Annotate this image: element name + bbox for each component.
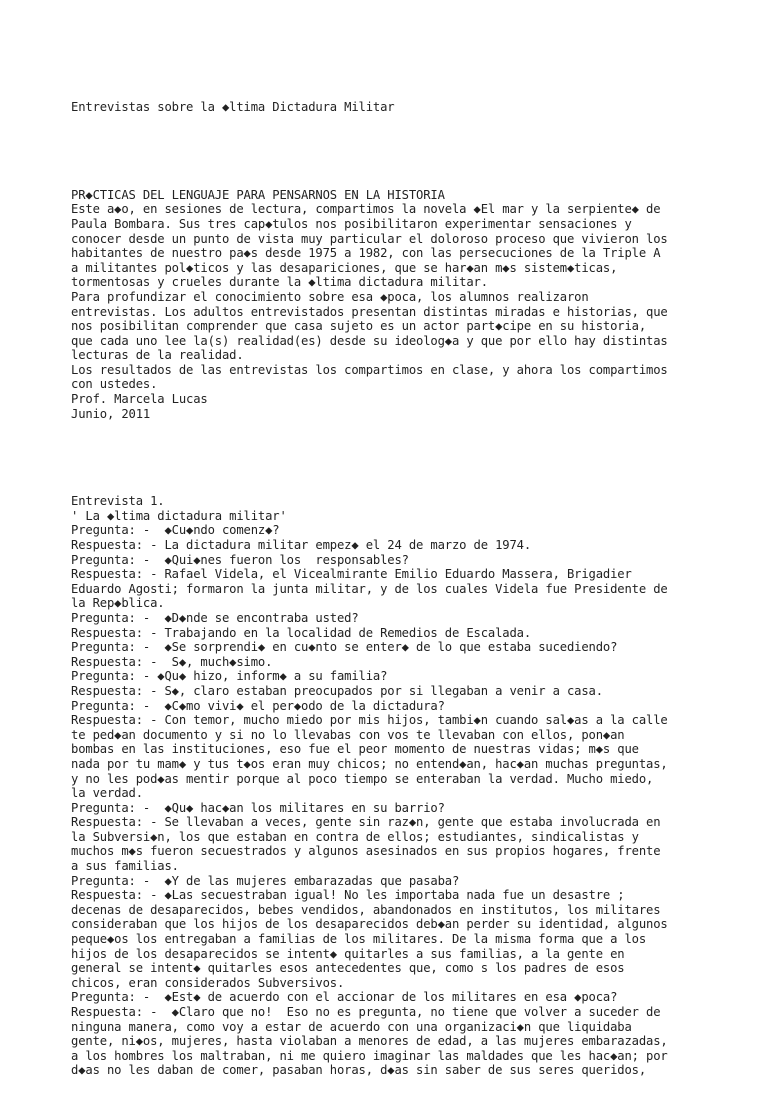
interview-text-line: a sus familias. xyxy=(71,859,179,874)
interview-text-line: peque◆os los entregaban a familias de los militares. De la misma forma que a los xyxy=(71,932,646,947)
document-title: Entrevistas sobre la ◆ltima Dictadura Militar xyxy=(71,100,395,115)
intro-text-line: Prof. Marcela Lucas xyxy=(71,392,208,407)
interview-text-line: Eduardo Agosti; formaron la junta militar, y de los cuales Videla fue Presidente de xyxy=(71,581,668,596)
interview-text-line: Pregunta: - ◆Qu◆ hizo, inform◆ a su familia? xyxy=(71,669,388,684)
intro-text-line: conocer desde un punto de vista muy particular el doloroso proceso que vivieron los xyxy=(71,231,668,246)
interview-text-line: Respuesta: - Con temor, mucho miedo por mis hijos, tambi◆n cuando sal◆as a la calle xyxy=(71,713,668,728)
interview-text-line: Respuesta: - Se llevaban a veces, gente sin raz◆n, gente que estaba involucrada en xyxy=(71,815,661,830)
interview-text-line: bombas en las instituciones, eso fue el peor momento de nuestras vidas; m◆s que xyxy=(71,742,639,757)
blank-line xyxy=(71,144,761,159)
interview-text-line: Respuesta: - ◆Claro que no! Eso no es pregunta, no tiene que volver a suceder de xyxy=(71,1005,661,1019)
interview-text-line: te ped◆an documento y si no lo llevabas con vos te llevaban con ellos, pon◆an xyxy=(71,727,625,742)
interview-text-line: Entrevista 1. xyxy=(71,494,165,509)
interview-text-line: ninguna manera, como voy a estar de acuerdo con una organizaci◆n que liquidaba xyxy=(71,1019,632,1034)
intro-text-line: con ustedes. xyxy=(71,377,158,392)
intro-text-line: habitantes de nuestro pa◆s desde 1975 a 1982, con las persecuciones de la Triple A xyxy=(71,246,661,261)
interview-text-line: Respuesta: - S◆, claro estaban preocupados por si llegaban a venir a casa. xyxy=(71,683,603,698)
interview-text-line: Pregunta: - ◆Cu◆ndo comenz◆? xyxy=(71,523,280,538)
intro-text-line: a militantes pol◆ticos y las desapariciones, que se har◆an m◆s sistem◆ticas, xyxy=(71,260,618,275)
interview-text-line: gente, ni◆os, mujeres, hasta violaban a menores de edad, a las mujeres embarazadas, xyxy=(71,1034,668,1049)
interview-text-line: Pregunta: - ◆Se sorprendi◆ en cu◆nto se enter◆ de lo que estaba sucediendo? xyxy=(71,640,618,655)
interview-text-line: Respuesta: - Rafael Videla, el Vicealmirante Emilio Eduardo Massera, Brigadier xyxy=(71,567,632,582)
interview-text-line: la verdad. xyxy=(71,786,143,801)
intro-text-line: Junio, 2011 xyxy=(71,406,151,421)
intro-text-line: nos posibilitan comprender que casa sujeto es un actor part◆cipe en su historia, xyxy=(71,319,646,334)
intro-text-line: entrevistas. Los adultos entrevistados presentan distintas miradas e historias, que xyxy=(71,304,668,319)
document-body xyxy=(71,71,761,1093)
interview-text-line: ' La ◆ltima dictadura militar' xyxy=(71,508,287,523)
interview-text-line: Pregunta: - ◆Qu◆ hac◆an los militares en su barrio? xyxy=(71,800,445,815)
interview-text-line: decenas de desaparecidos, bebes vendidos, abandonados en institutos, los militares xyxy=(71,902,661,917)
intro-text-line: Este a◆o, en sesiones de lectura, compartimos la novela ◆El mar y la serpiente◆ de xyxy=(71,202,661,217)
interview-text-line: Respuesta: - ◆Las secuestraban igual! No les importaba nada fue un desastre ; xyxy=(71,888,625,903)
intro-text-line: que cada uno lee la(s) realidad(es) desde su ideolog◆a y que por ello hay distintas xyxy=(71,333,668,348)
interview-text-line: Pregunta: - ◆C◆mo vivi◆ el per◆odo de la dictadura? xyxy=(71,698,445,713)
intro-text-line: Para profundizar el conocimiento sobre esa ◆poca, los alumnos realizaron xyxy=(71,289,589,304)
interview-text-line: la Subversi◆n, los que estaban en contra de ellos; estudiantes, sindicalistas y xyxy=(71,829,639,844)
intro-text-line: lecturas de la realidad. xyxy=(71,348,244,363)
interview-text-line: Respuesta: - S◆, much◆simo. xyxy=(71,654,273,669)
interview-text-line: Respuesta: - Trabajando en la localidad de Remedios de Escalada. xyxy=(71,625,531,640)
intro-text-line: tormentosas y crueles durante la ◆ltima dictadura militar. xyxy=(71,275,488,290)
interview-text-line: y no les pod◆as mentir porque al poco tiempo se enteraban la verdad. Mucho miedo, xyxy=(71,771,654,786)
intro-text-line: PR◆CTICAS DEL LENGUAJE PARA PENSARNOS EN LA HISTORIA xyxy=(71,187,445,202)
interview-text-line: muchos m◆s fueron secuestrados y algunos asesinados en sus propios hogares, frente xyxy=(71,844,661,859)
blank-line xyxy=(71,450,761,465)
interview-text-line: Respuesta: - La dictadura militar empez◆ el 24 de marzo de 1974. xyxy=(71,538,531,552)
interview-text-line: la Rep◆blica. xyxy=(71,596,165,611)
interview-text-line: general se intent◆ quitarles esos antecedentes que, como s los padres de esos xyxy=(71,961,625,976)
interview-text-line: chicos, eran considerados Subversivos. xyxy=(71,975,345,990)
interview-text-line: d◆as no les daban de comer, pasaban horas, d◆as sin saber de sus seres queridos, xyxy=(71,1063,646,1078)
interview-text-line: Pregunta: - ◆Qui◆nes fueron los responsables? xyxy=(71,552,409,567)
interview-text-line: Pregunta: - ◆Y de las mujeres embarazadas que pasaba? xyxy=(71,873,460,888)
interview-text-line: hijos de los desaparecidos se intent◆ quitarles a sus familias, a la gente en xyxy=(71,946,625,961)
intro-text-line: Los resultados de las entrevistas los compartimos en clase, y ahora los compartimos xyxy=(71,362,668,377)
intro-section xyxy=(71,188,761,422)
interview-text-line: Pregunta: - ◆Est◆ de acuerdo con el accionar de los militares en esa ◆poca? xyxy=(71,990,618,1005)
interview-text-line: Pregunta: - ◆D◆nde se encontraba usted? xyxy=(71,610,359,625)
interview-text-line: a los hombres los maltraban, ni me quiero imaginar las maldades que les hac◆an; por xyxy=(71,1048,668,1063)
intro-text-line: Paula Bombara. Sus tres cap◆tulos nos posibilitaron experimentar sensaciones y xyxy=(71,216,632,231)
interview-text-line: consideraban que los hijos de los desaparecidos deb◆an perder su identidad, algunos xyxy=(71,917,668,932)
interview-section xyxy=(71,494,761,1078)
interview-text-line: nada por tu mam◆ y tus t◆os eran muy chicos; no entend◆an, hac◆an muchas preguntas, xyxy=(71,756,668,771)
